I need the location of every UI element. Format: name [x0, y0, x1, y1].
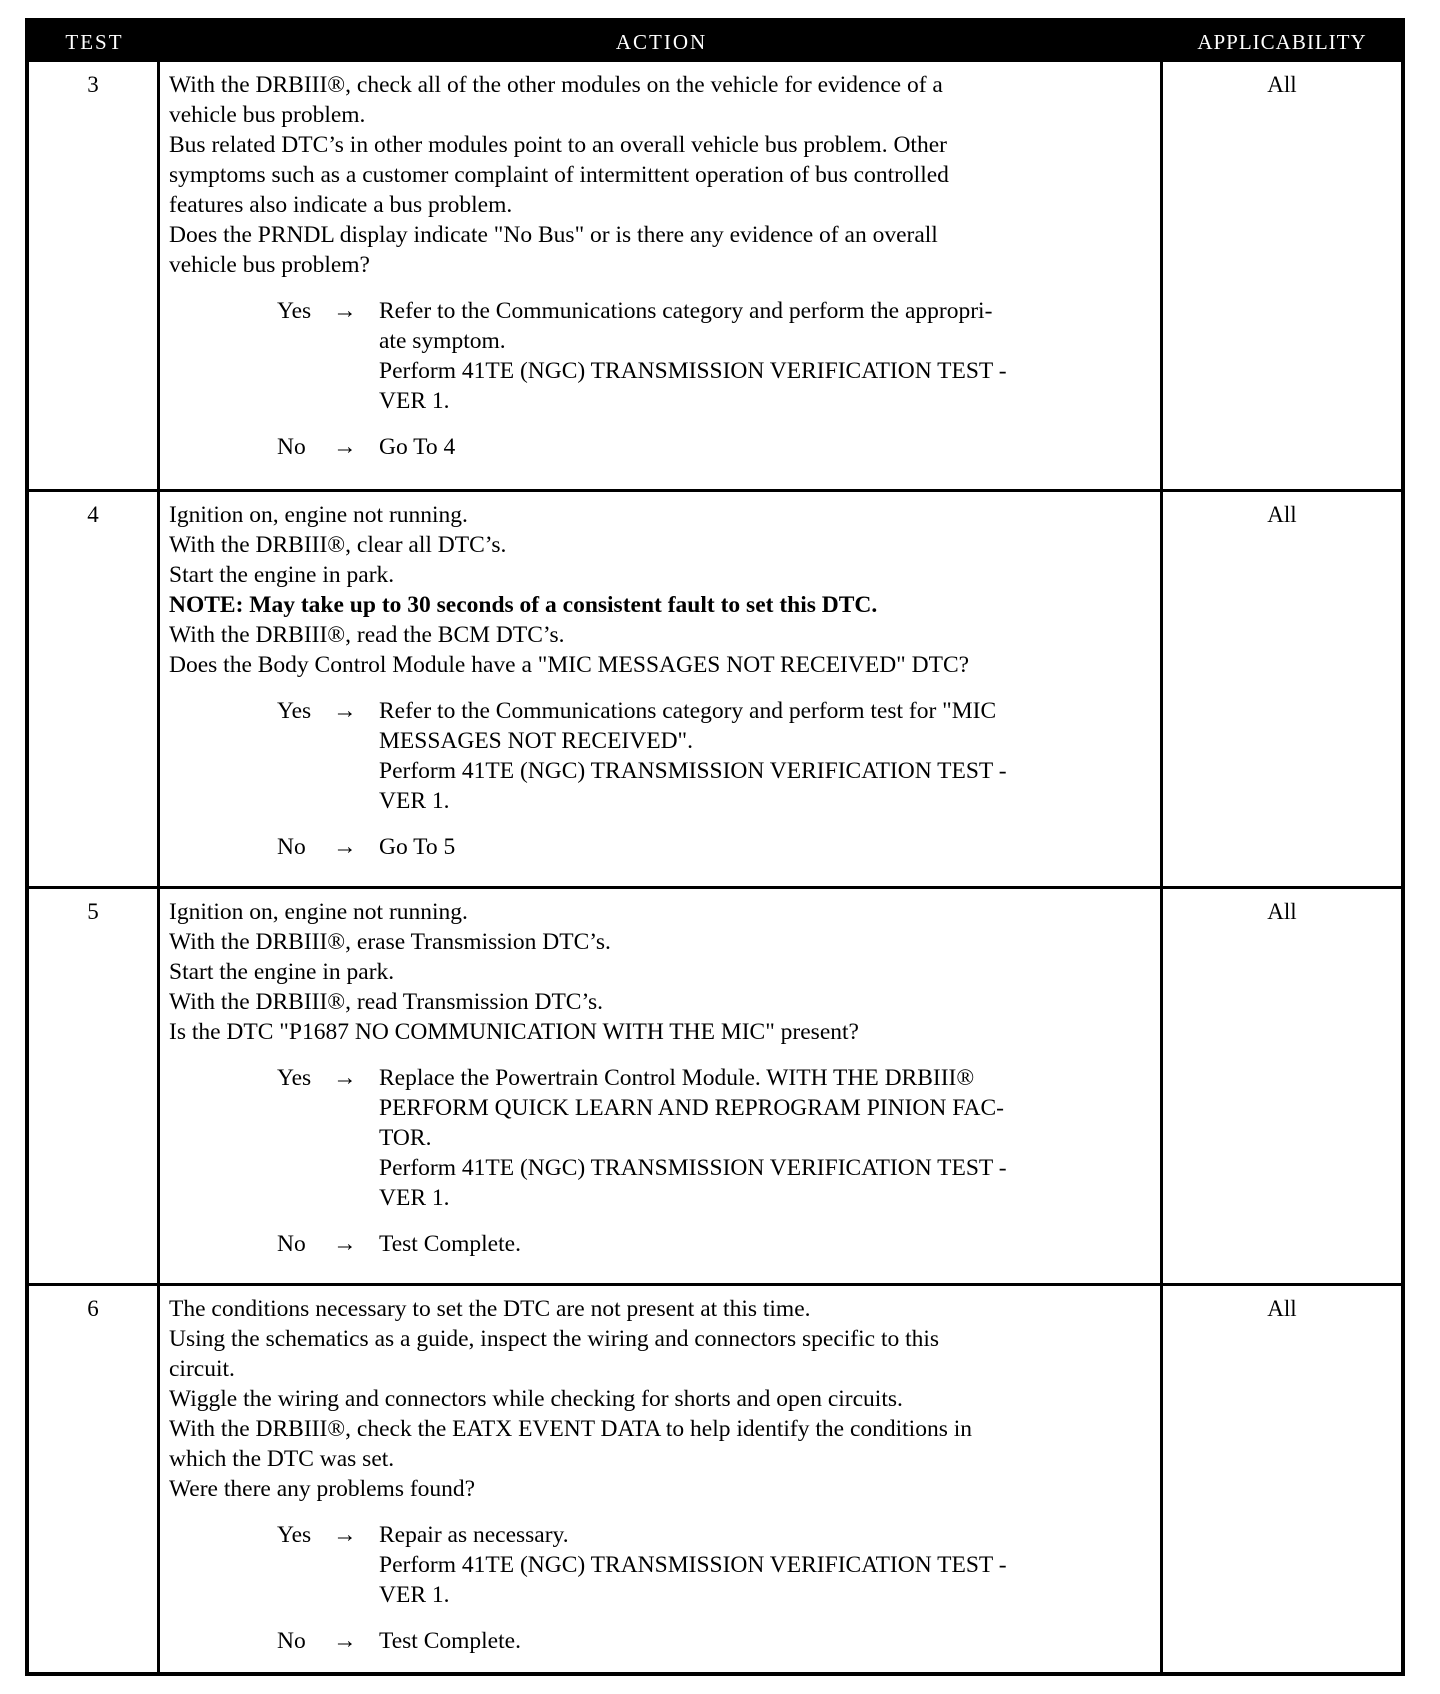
applicability: All — [1267, 899, 1297, 924]
table-row — [29, 1283, 1401, 1672]
arrow-icon: → — [333, 698, 357, 724]
yes-result — [379, 696, 1152, 816]
arrow-icon: → — [333, 434, 357, 460]
action-line: Start the engine in park. — [169, 959, 395, 985]
table-row — [29, 62, 1401, 489]
action-cell — [160, 889, 1163, 1283]
action-line: vehicle bus problem? — [169, 252, 370, 278]
yes-label: Yes — [277, 698, 312, 724]
yes-result-line: TOR. — [379, 1125, 432, 1151]
header-action: ACTION — [615, 29, 708, 54]
action-line: Using the schematics as a guide, inspect the wiring and connectors specific to this — [169, 1326, 940, 1352]
yes-result-line: Perform 41TE (NGC) TRANSMISSION VERIFICATION TEST - — [379, 1155, 1007, 1181]
yes-result-line: ate symptom. — [379, 328, 506, 354]
yes-answer — [169, 1520, 1152, 1610]
yes-result-line: VER 1. — [379, 1582, 450, 1608]
no-result-line: Go To 4 — [379, 434, 456, 460]
arrow-icon: → — [333, 1231, 357, 1257]
action-line: Does the PRNDL display indicate "No Bus" or is there any evidence of an overall — [169, 222, 938, 248]
test-number: 5 — [29, 889, 160, 1283]
answers-block — [169, 696, 1152, 862]
yes-answer — [169, 296, 1152, 416]
yes-result — [379, 296, 1152, 416]
applicability: All — [1267, 502, 1297, 527]
action-line: Wiggle the wiring and connectors while checking for shorts and open circuits. — [169, 1386, 903, 1412]
yes-result-line: Replace the Powertrain Control Module. WITH THE DRBIII® — [379, 1065, 975, 1091]
arrow-icon: → — [333, 1065, 357, 1091]
action-line: With the DRBIII®, read Transmission DTC’s. — [169, 989, 604, 1015]
diagnostic-table — [25, 18, 1405, 1676]
yes-label: Yes — [277, 1522, 312, 1548]
answers-block — [169, 1063, 1152, 1259]
action-cell — [160, 1286, 1163, 1672]
no-answer — [169, 1626, 1152, 1656]
action-line: Bus related DTC’s in other modules point to an overall vehicle bus problem. Other — [169, 132, 947, 158]
yes-result-line: Perform 41TE (NGC) TRANSMISSION VERIFICATION TEST - — [379, 358, 1007, 384]
table-header — [29, 22, 1401, 62]
action-line: Ignition on, engine not running. — [169, 502, 468, 528]
yes-result-line: VER 1. — [379, 388, 450, 414]
yes-result-line: VER 1. — [379, 1185, 450, 1211]
action-line: features also indicate a bus problem. — [169, 192, 513, 218]
action-line: Were there any problems found? — [169, 1476, 476, 1502]
action-cell — [160, 62, 1163, 489]
yes-result-line: Refer to the Communications category and perform test for "MIC — [379, 698, 997, 724]
action-cell — [160, 492, 1163, 886]
no-result — [379, 432, 1152, 462]
yes-result-line: Refer to the Communications category and perform the appropri- — [379, 298, 993, 324]
action-line: Ignition on, engine not running. — [169, 899, 468, 925]
yes-result-line: MESSAGES NOT RECEIVED". — [379, 728, 694, 754]
arrow-icon: → — [333, 1628, 357, 1654]
no-answer — [169, 432, 1152, 462]
action-line: The conditions necessary to set the DTC are not present at this time. — [169, 1296, 811, 1322]
no-result — [379, 1229, 1152, 1259]
no-result-line: Test Complete. — [379, 1231, 521, 1257]
action-line: Start the engine in park. — [169, 562, 395, 588]
answers-block — [169, 296, 1152, 462]
yes-result-line: Repair as necessary. — [379, 1522, 569, 1548]
no-answer — [169, 832, 1152, 862]
no-label: No — [277, 1628, 306, 1654]
action-line: vehicle bus problem. — [169, 102, 366, 128]
yes-answer — [169, 696, 1152, 816]
no-label: No — [277, 434, 306, 460]
header-applicability: APPLICABILITY — [1197, 29, 1367, 54]
action-line: With the DRBIII®, check all of the other modules on the vehicle for evidence of a — [169, 72, 943, 98]
table-row — [29, 489, 1401, 886]
yes-label: Yes — [277, 1065, 312, 1091]
yes-result-line: PERFORM QUICK LEARN AND REPROGRAM PINION FAC- — [379, 1095, 1004, 1121]
yes-result-line: Perform 41TE (NGC) TRANSMISSION VERIFICATION TEST - — [379, 1552, 1007, 1578]
action-line: With the DRBIII®, read the BCM DTC’s. — [169, 622, 565, 648]
table-row — [29, 886, 1401, 1283]
yes-result-line: VER 1. — [379, 788, 450, 814]
yes-label: Yes — [277, 298, 312, 324]
action-line: circuit. — [169, 1356, 235, 1382]
table-body — [29, 62, 1401, 1672]
no-label: No — [277, 1231, 306, 1257]
no-result-line: Go To 5 — [379, 834, 456, 860]
yes-result-line: Perform 41TE (NGC) TRANSMISSION VERIFICATION TEST - — [379, 758, 1007, 784]
applicability: All — [1267, 72, 1297, 97]
action-line: Is the DTC "P1687 NO COMMUNICATION WITH THE MIC" present? — [169, 1019, 859, 1045]
test-number: 6 — [29, 1286, 160, 1672]
action-line: With the DRBIII®, clear all DTC’s. — [169, 532, 507, 558]
arrow-icon: → — [333, 834, 357, 860]
test-number: 3 — [29, 62, 160, 489]
yes-result — [379, 1063, 1152, 1213]
yes-answer — [169, 1063, 1152, 1213]
no-result-line: Test Complete. — [379, 1628, 521, 1654]
yes-result — [379, 1520, 1152, 1610]
no-result — [379, 1626, 1152, 1656]
arrow-icon: → — [333, 1522, 357, 1548]
action-line: Does the Body Control Module have a "MIC MESSAGES NOT RECEIVED" DTC? — [169, 652, 970, 678]
header-test: TEST — [65, 29, 124, 54]
action-line: symptoms such as a customer complaint of intermittent operation of bus controlled — [169, 162, 949, 188]
no-label: No — [277, 834, 306, 860]
arrow-icon: → — [333, 298, 357, 324]
action-line: NOTE: May take up to 30 seconds of a consistent fault to set this DTC. — [169, 592, 878, 618]
no-answer — [169, 1229, 1152, 1259]
action-line: With the DRBIII®, erase Transmission DTC’s. — [169, 929, 611, 955]
applicability: All — [1267, 1296, 1297, 1321]
action-line: which the DTC was set. — [169, 1446, 395, 1472]
answers-block — [169, 1520, 1152, 1656]
no-result — [379, 832, 1152, 862]
test-number: 4 — [29, 492, 160, 886]
action-line: With the DRBIII®, check the EATX EVENT DATA to help identify the conditions in — [169, 1416, 973, 1442]
